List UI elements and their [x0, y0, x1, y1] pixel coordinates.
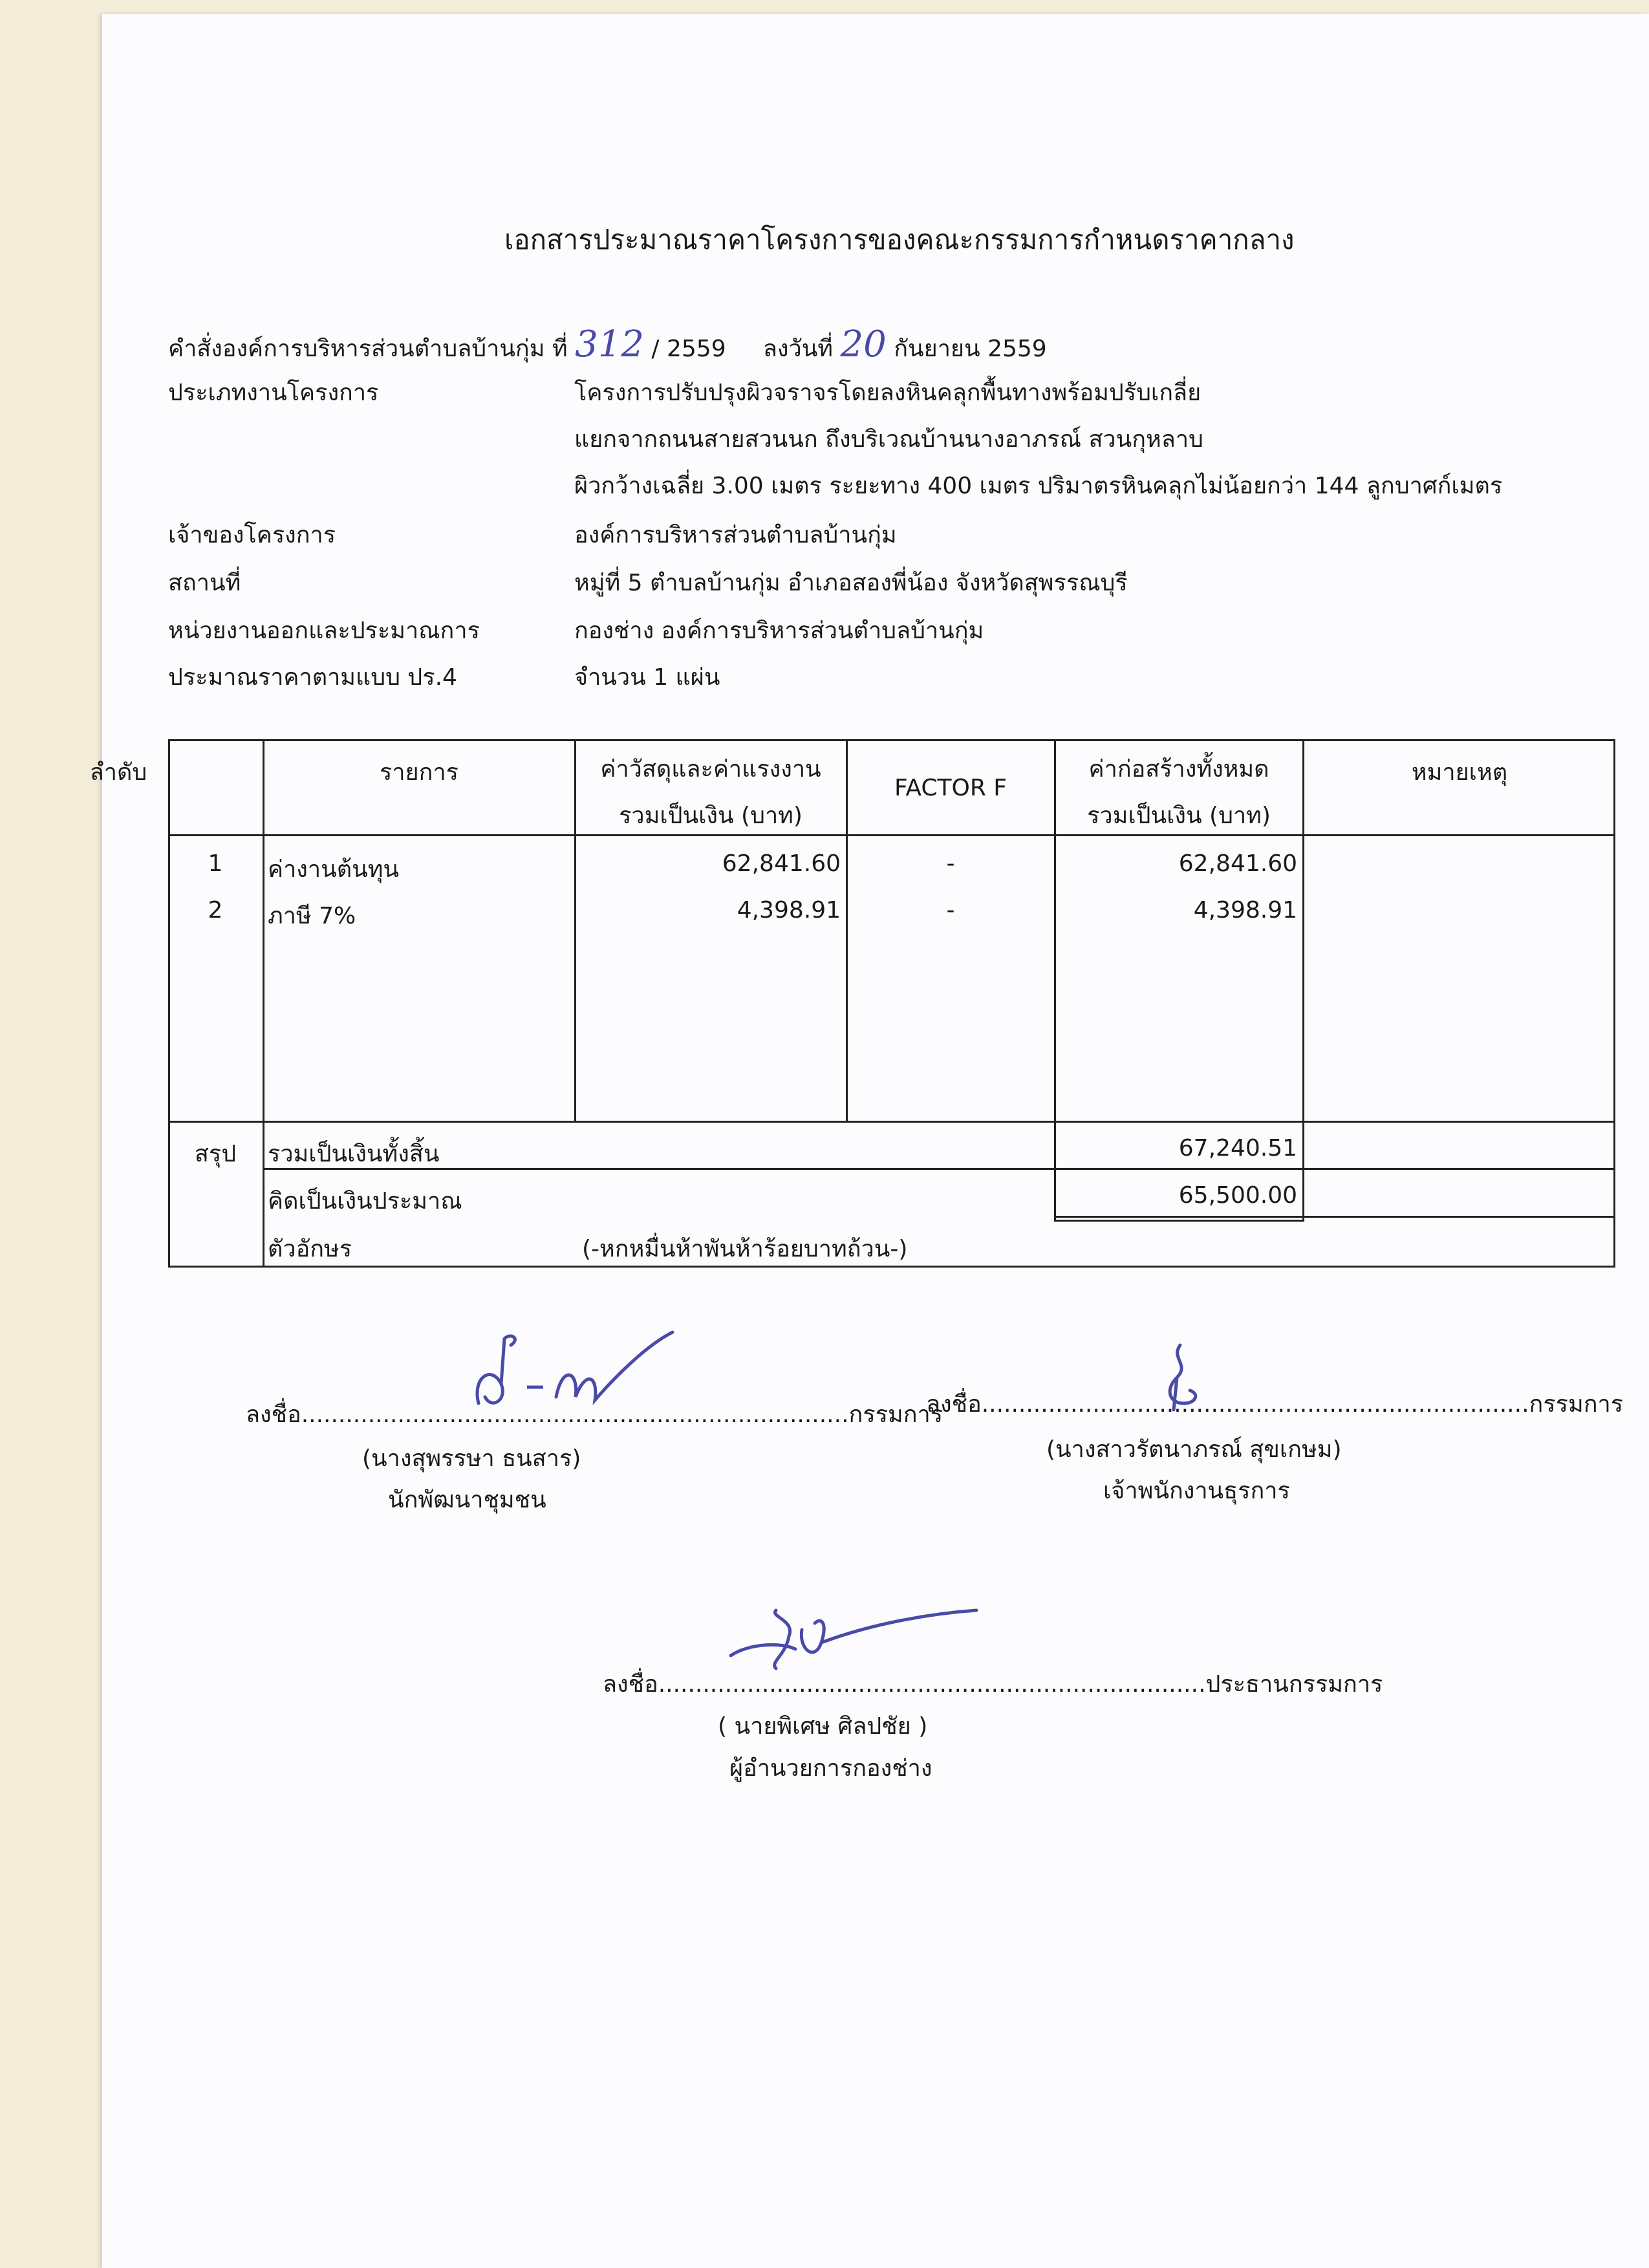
order-line	[168, 323, 1047, 367]
row2-item: ภาษี 7%	[268, 903, 356, 929]
order-day-handwritten: 20	[840, 323, 887, 365]
header-material-line1: ค่าวัสดุและค่าแรงงาน	[600, 756, 821, 783]
field-value-project-type-line1: โครงการปรับปรุงผิวจราจรโดยลงหินคลุกพื้นทางพร้อมปรับเกลี่ย	[574, 380, 1202, 406]
header-factor: FACTOR F	[894, 775, 1008, 801]
order-number-handwritten: 312	[575, 323, 644, 365]
field-value-form: จำนวน 1 แผ่น	[574, 664, 720, 691]
approx-double-underline	[1055, 1220, 1304, 1222]
sign-dots: ..........................................................................	[301, 1401, 849, 1428]
signature-line-3	[603, 1665, 1383, 1702]
signer-3-name: ( นายพิเศษ ศิลปชัย )	[718, 1713, 928, 1740]
col-divider-total	[1302, 739, 1304, 1222]
handwritten-signature-3	[724, 1597, 983, 1690]
header-material-line2: รวมเป็นเงิน (บาท)	[619, 803, 803, 829]
order-month-year: กันยายน 2559	[894, 336, 1047, 362]
approx-value: 65,500.00	[1178, 1182, 1297, 1209]
field-label-form: ประมาณราคาตามแบบ ปร.4	[168, 664, 457, 691]
handwritten-signature-1	[466, 1326, 685, 1432]
signer-2-position: เจ้าพนักงานธุรการ	[1103, 1478, 1290, 1504]
sign-dots: ..........................................................................	[658, 1671, 1206, 1698]
table-header-divider	[168, 834, 1615, 836]
signer-2-name: (นางสาวรัตนาภรณ์ สุขเกษม)	[1046, 1436, 1342, 1463]
signer-3-position: ผู้อำนวยการกองช่าง	[729, 1755, 932, 1782]
table-summary-divider-1	[264, 1168, 1615, 1170]
sign-role: กรรมการ	[848, 1401, 943, 1428]
sign-label: ลงชื่อ	[926, 1391, 982, 1418]
words-label: ตัวอักษร	[268, 1236, 352, 1262]
field-value-owner: องค์การบริหารส่วนตำบลบ้านกุ่ม	[574, 522, 897, 548]
sign-label: ลงชื่อ	[246, 1401, 301, 1428]
row1-total: 62,841.60	[1178, 850, 1297, 877]
header-seq: ลำดับ	[89, 759, 147, 786]
row2-total: 4,398.91	[1193, 897, 1297, 923]
grand-total-label: รวมเป็นเงินทั้งสิ้น	[268, 1141, 440, 1167]
sign-role: กรรมการ	[1529, 1391, 1624, 1418]
table-summary-divider-2	[1055, 1216, 1615, 1218]
row1-factor: -	[946, 850, 955, 877]
field-value-department: กองช่าง องค์การบริหารส่วนตำบลบ้านกุ่ม	[574, 618, 984, 644]
field-label-department: หน่วยงานออกและประมาณการ	[168, 618, 480, 644]
summary-label: สรุป	[194, 1141, 237, 1167]
approx-label: คิดเป็นเงินประมาณ	[268, 1188, 462, 1215]
sign-label: ลงชื่อ	[603, 1671, 658, 1698]
grand-total-value: 67,240.51	[1178, 1135, 1297, 1161]
field-value-location: หมู่ที่ 5 ตำบลบ้านกุ่ม อำเภอสองพี่น้อง จังหวัดสุพรรณบุรี	[574, 570, 1128, 596]
words-value: (-หกหมื่นห้าพันห้าร้อยบาทถ้วน-)	[582, 1236, 908, 1262]
row1-item: ค่างานต้นทุน	[268, 856, 400, 883]
signature-line-2	[926, 1385, 1623, 1422]
field-label-project-type: ประเภทงานโครงการ	[168, 380, 379, 406]
row2-material: 4,398.91	[737, 897, 841, 923]
row2-factor: -	[946, 897, 955, 923]
header-total-line1: ค่าก่อสร้างทั้งหมด	[1088, 756, 1269, 783]
order-date-label: ลงวันที่	[762, 336, 834, 362]
table-body-divider	[168, 1121, 1615, 1123]
handwritten-signature-2	[1145, 1339, 1216, 1419]
header-total-line2: รวมเป็นเงิน (บาท)	[1087, 803, 1271, 829]
col-divider-seq	[263, 739, 264, 1268]
field-value-project-type-line2: แยกจากถนนสายสวนนก ถึงบริเวณบ้านนางอาภรณ์ สวนกุหลาบ	[574, 426, 1203, 453]
order-year: / 2559	[651, 336, 726, 362]
signer-1-name: (นางสุพรรษา ธนสาร)	[362, 1445, 581, 1472]
row1-seq: 1	[208, 850, 223, 877]
order-prefix: คำสั่งองค์การบริหารส่วนตำบลบ้านกุ่ม ที่	[168, 336, 568, 362]
field-value-project-type-line3: ผิวกว้างเฉลี่ย 3.00 เมตร ระยะทาง 400 เมตร ปริมาตรหินคลุกไม่น้อยกว่า 144 ลูกบาศก์เมตร	[574, 473, 1503, 499]
row1-material: 62,841.60	[722, 850, 841, 877]
signer-1-position: นักพัฒนาชุมชน	[388, 1487, 546, 1513]
header-item: รายการ	[380, 759, 458, 786]
sign-dots: ..........................................................................	[981, 1391, 1529, 1418]
header-remark: หมายเหตุ	[1411, 759, 1508, 786]
field-label-owner: เจ้าของโครงการ	[168, 522, 336, 548]
row2-seq: 2	[208, 897, 223, 923]
document-title: เอกสารประมาณราคาโครงการของคณะกรรมการกำหนดราคากลาง	[504, 224, 1295, 255]
sign-role: ประธานกรรมการ	[1205, 1671, 1383, 1698]
field-label-location: สถานที่	[168, 570, 241, 596]
